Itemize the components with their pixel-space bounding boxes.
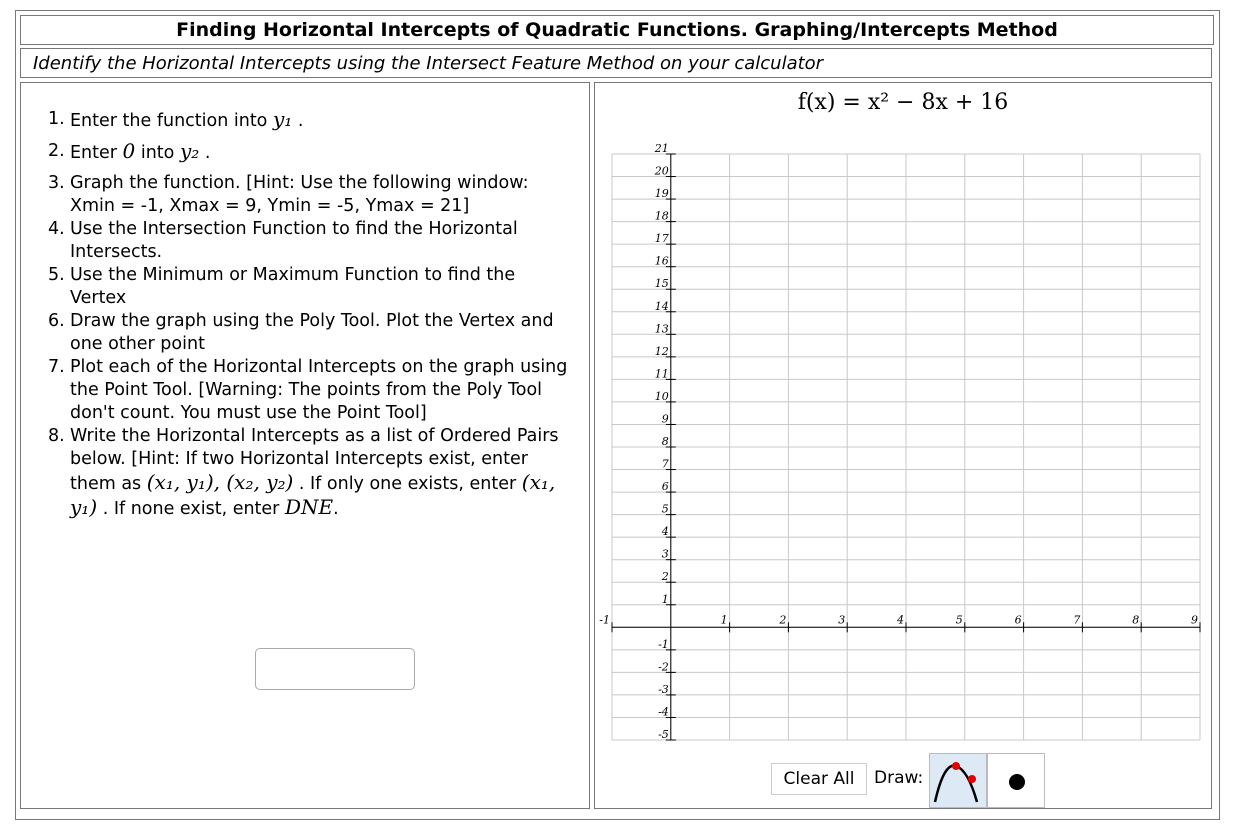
point-tool-icon bbox=[988, 754, 1044, 807]
step-text: Graph the function. [Hint: Use the following window: Xmin = -1, Xmax = 9, Ymin = -5, Ymax = 21] bbox=[70, 173, 529, 216]
step-item bbox=[48, 356, 568, 425]
step-text: Write the Horizontal Intercepts as a list of Ordered Pairs below. [Hint: If two Horizontal Intercepts exist, enter them as bbox=[70, 426, 559, 494]
y-tick-label: 17 bbox=[654, 232, 669, 246]
y-tick-label: 3 bbox=[661, 547, 669, 561]
step-text: into bbox=[135, 143, 180, 163]
y-tick-label: 5 bbox=[661, 502, 669, 516]
x-tick-label: 2 bbox=[779, 613, 787, 627]
step-number: 6. bbox=[48, 311, 65, 331]
y-tick-label: -3 bbox=[658, 682, 669, 696]
clear-all-button[interactable]: Clear All bbox=[771, 763, 867, 795]
y-tick-label: -1 bbox=[658, 637, 669, 651]
step-item bbox=[48, 172, 568, 218]
y-tick-label: 12 bbox=[654, 344, 669, 358]
y-tick-label: 11 bbox=[654, 367, 669, 381]
step-item bbox=[48, 310, 568, 356]
step-item bbox=[48, 264, 568, 310]
step-number: 1. bbox=[48, 109, 65, 129]
step-text: Enter the function into bbox=[70, 111, 273, 131]
steps-list bbox=[48, 108, 568, 521]
y-tick-label: 15 bbox=[654, 277, 669, 291]
x-tick-label: 8 bbox=[1132, 613, 1140, 627]
y-tick-label: 16 bbox=[654, 254, 669, 268]
y-tick-label: 19 bbox=[654, 187, 669, 201]
step-text: . bbox=[292, 111, 304, 131]
step-number: 3. bbox=[48, 173, 65, 193]
y-tick-label: 7 bbox=[661, 457, 669, 471]
page-title: Finding Horizontal Intercepts of Quadratic Functions. Graphing/Intercepts Method bbox=[20, 15, 1214, 45]
y-tick-label: -4 bbox=[658, 705, 669, 719]
step-item bbox=[48, 218, 568, 264]
step-number: 7. bbox=[48, 357, 65, 377]
y-tick-label: 21 bbox=[654, 142, 669, 155]
step-text: . If only one exists, enter bbox=[293, 474, 522, 494]
step-text: . If none exist, enter bbox=[97, 499, 285, 519]
draw-label: Draw: bbox=[874, 768, 924, 788]
math-expression: 0 bbox=[122, 139, 136, 163]
step-text: Use the Minimum or Maximum Function to find the Vertex bbox=[70, 265, 516, 308]
point-tool-button[interactable] bbox=[987, 753, 1045, 808]
function-label: f(x) = x² − 8x + 16 bbox=[797, 90, 1009, 115]
step-text: . bbox=[333, 499, 339, 519]
x-tick-label: 9 bbox=[1191, 613, 1198, 627]
y-tick-label: -5 bbox=[658, 728, 669, 741]
math-expression: y₂ bbox=[179, 139, 200, 163]
step-text: Use the Intersection Function to find the Horizontal Intersects. bbox=[70, 219, 518, 262]
y-tick-label: 8 bbox=[661, 435, 669, 448]
x-tick-label: 6 bbox=[1014, 613, 1022, 627]
math-expression: y₁ bbox=[272, 107, 293, 131]
step-text: Plot each of the Horizontal Intercepts on the graph using the Point Tool. [Warning: The points from the Poly Tool don't count. You must use the Point Tool] bbox=[70, 357, 568, 423]
step-text: . bbox=[199, 143, 211, 163]
y-tick-label: 14 bbox=[654, 299, 669, 313]
math-expression: DNE bbox=[284, 495, 334, 519]
step-item bbox=[48, 108, 568, 133]
poly-tool-icon bbox=[930, 754, 986, 807]
answer-input[interactable] bbox=[255, 648, 415, 690]
y-tick-label: 4 bbox=[661, 525, 669, 539]
x-tick-label: 5 bbox=[955, 613, 963, 627]
x-tick-label: -1 bbox=[599, 613, 610, 627]
x-tick-label: 1 bbox=[720, 613, 728, 627]
step-item bbox=[48, 425, 568, 521]
y-tick-label: 13 bbox=[654, 322, 669, 336]
y-tick-label: 20 bbox=[654, 164, 669, 178]
y-tick-label: 6 bbox=[661, 480, 669, 494]
step-text: Draw the graph using the Poly Tool. Plot the Vertex and one other point bbox=[70, 311, 554, 354]
instructions-subtitle: Identify the Horizontal Intercepts using the Intersect Feature Method on your calculator bbox=[20, 48, 1212, 78]
math-expression: (x₁, y₁) bbox=[70, 470, 556, 519]
coordinate-graph[interactable] bbox=[594, 140, 1210, 750]
step-number: 4. bbox=[48, 219, 65, 239]
step-item bbox=[48, 140, 568, 165]
y-tick-label: 9 bbox=[661, 412, 669, 426]
step-number: 5. bbox=[48, 265, 65, 285]
x-tick-label: 7 bbox=[1073, 613, 1081, 627]
y-tick-label: 1 bbox=[661, 592, 669, 606]
x-tick-label: 3 bbox=[838, 613, 846, 627]
step-text: Enter bbox=[70, 143, 123, 163]
y-tick-label: 2 bbox=[661, 570, 669, 584]
y-tick-label: -2 bbox=[658, 660, 669, 674]
step-number: 8. bbox=[48, 426, 65, 446]
poly-tool-button[interactable] bbox=[929, 753, 987, 808]
math-expression: (x₁, y₁), (x₂, y₂) bbox=[146, 470, 294, 494]
y-tick-label: 18 bbox=[654, 209, 669, 223]
step-number: 2. bbox=[48, 141, 65, 161]
x-tick-label: 4 bbox=[897, 613, 904, 627]
y-tick-label: 10 bbox=[654, 389, 669, 403]
